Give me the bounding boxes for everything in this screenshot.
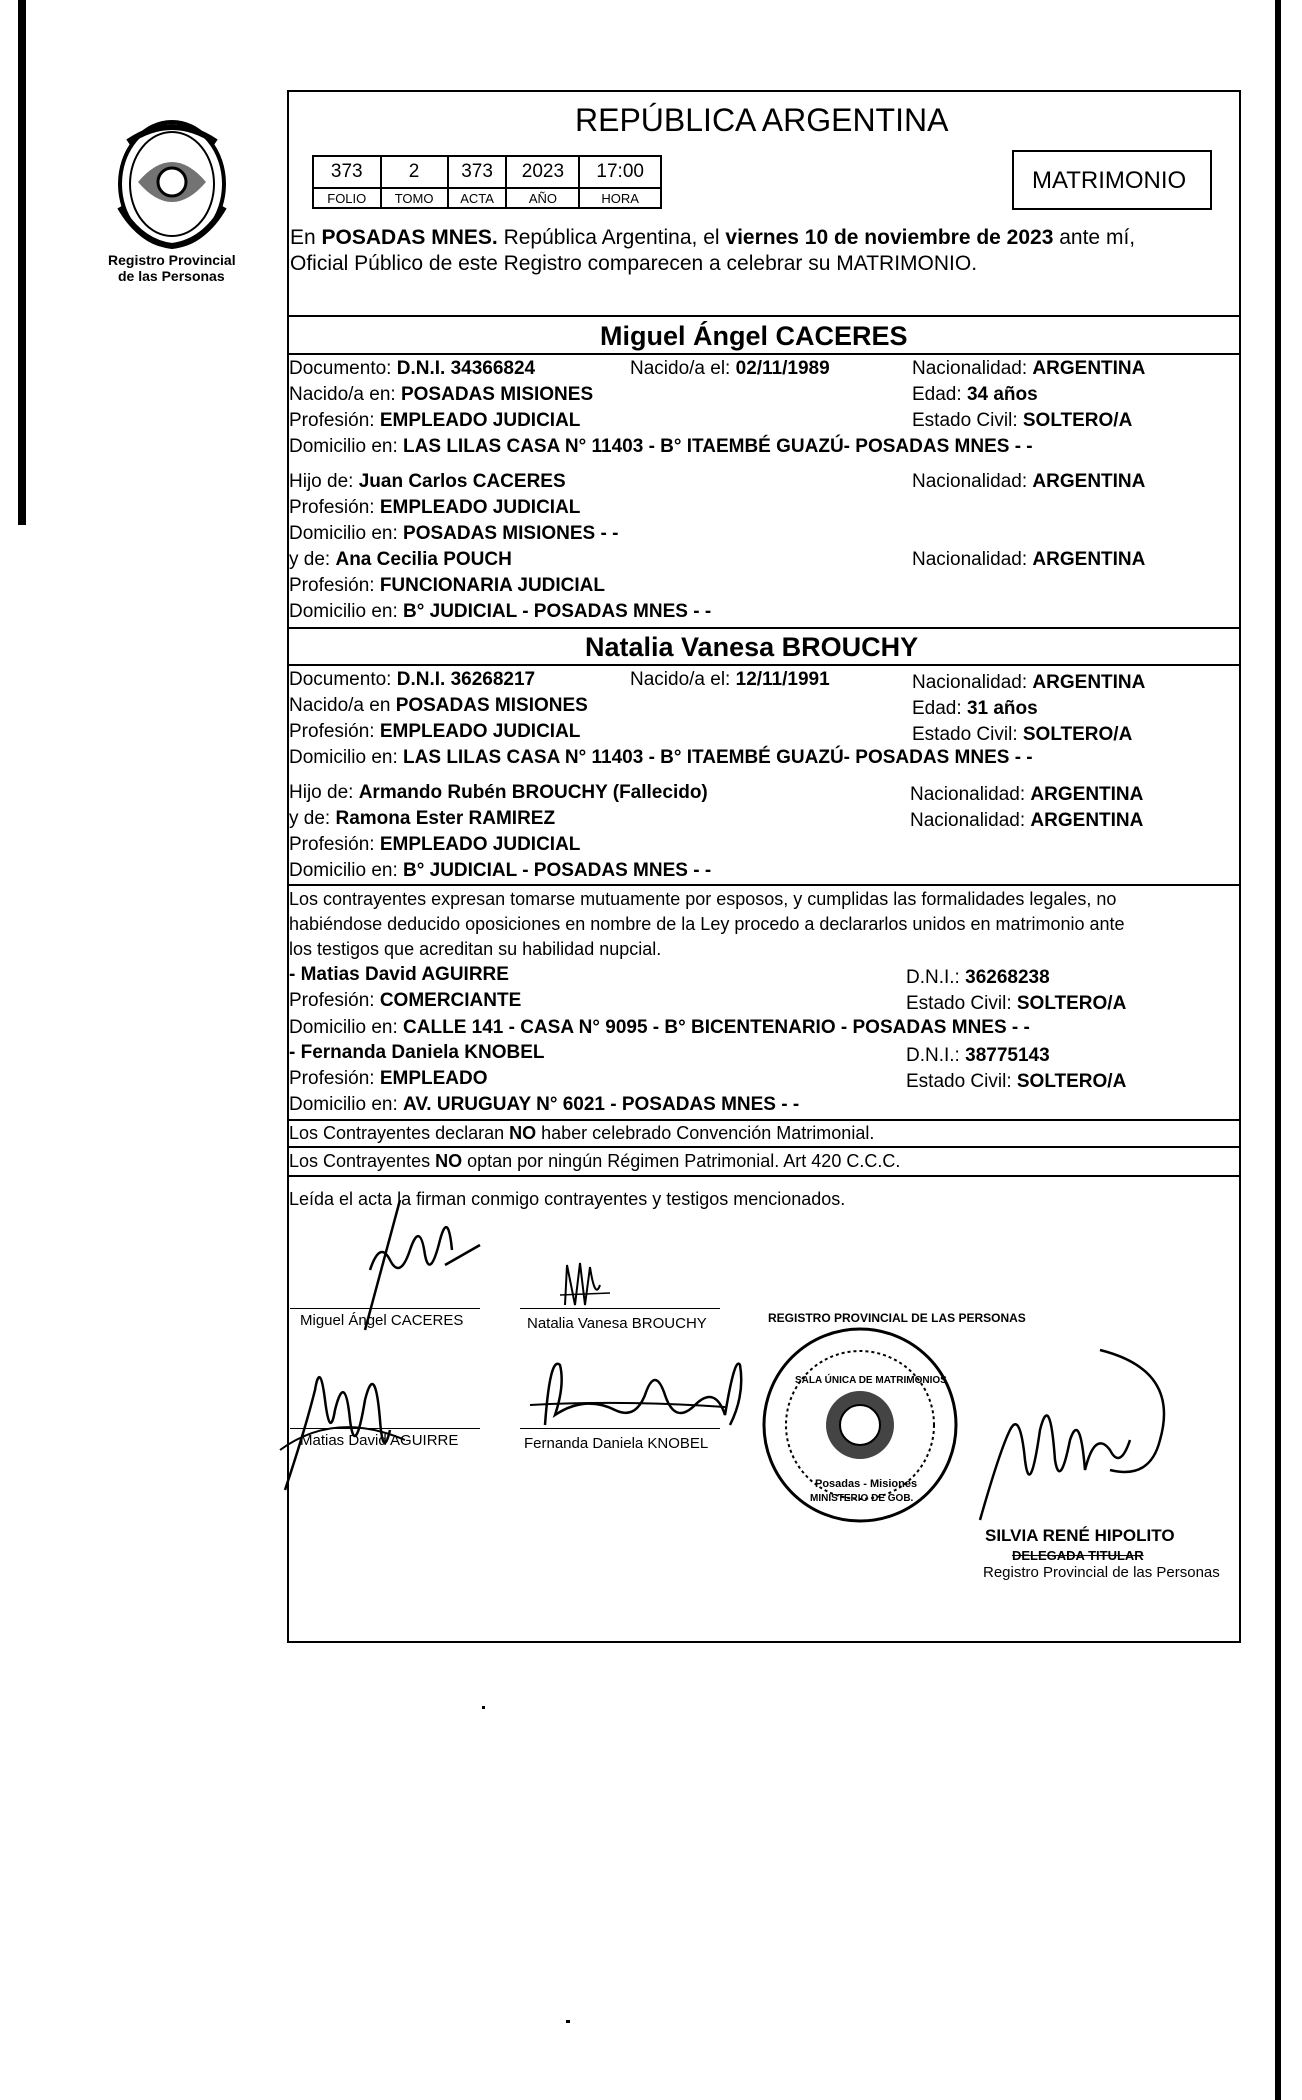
bride-birthplace: Nacido/a en POSADAS MISIONES <box>289 695 588 716</box>
officer-title: DELEGADA TITULAR <box>1012 1548 1144 1563</box>
officer-office: Registro Provincial de las Personas <box>983 1564 1220 1581</box>
bride-signature <box>555 1255 615 1315</box>
celebration-date: viernes 10 de noviembre de 2023 <box>725 226 1054 249</box>
folio-value: 373 <box>313 156 381 188</box>
stamp-inner-text: SALA ÚNICA DE MATRIMONIOS <box>795 1375 947 1386</box>
witness1-signature <box>275 1330 425 1500</box>
groom-profession: Profesión: EMPLEADO JUDICIAL <box>289 410 581 431</box>
stamp-ministry-text: MINISTERIO DE GOB. <box>810 1493 914 1504</box>
groom-birthplace: Nacido/a en: POSADAS MISIONES <box>289 384 594 405</box>
divider <box>287 664 1241 666</box>
bride-mother: y de: Ramona Ester RAMIREZ <box>289 808 556 829</box>
divider <box>287 315 1241 317</box>
divider <box>287 353 1241 355</box>
bride-profession: Profesión: EMPLEADO JUDICIAL <box>289 721 581 742</box>
groom-father-address: Domicilio en: POSADAS MISIONES - - <box>289 523 619 544</box>
groom-father: Hijo de: Juan Carlos CACERES <box>289 471 566 492</box>
registry-name-line1: Registro Provincial <box>108 252 236 268</box>
witness1-civil-status: Estado Civil: SOLTERO/A <box>906 993 1127 1014</box>
groom-signature-name: Miguel Ángel CACERES <box>300 1312 464 1329</box>
divider <box>287 627 1241 629</box>
stamp-bottom-text: Posadas - Misiones <box>815 1478 918 1490</box>
intro-line2: Oficial Público de este Registro comparecen a celebrar su MATRIMONIO. <box>290 252 978 275</box>
registry-logo <box>110 112 235 252</box>
witness2-profession: Profesión: EMPLEADO <box>289 1068 488 1089</box>
folio-table <box>312 155 662 209</box>
divider <box>287 1119 1241 1121</box>
witness2-signature <box>525 1335 755 1445</box>
groom-mother-nationality: Nacionalidad: ARGENTINA <box>912 549 1146 570</box>
bride-address: Domicilio en: LAS LILAS CASA N° 11403 - B° ITAEMBÉ GUAZÚ- POSADAS MNES - - <box>289 747 1033 768</box>
witness1-address: Domicilio en: CALLE 141 - CASA N° 9095 - B° BICENTENARIO - POSADAS MNES - - <box>289 1017 1030 1038</box>
provincial-seal-icon <box>110 112 235 252</box>
scan-edge-left <box>18 0 26 525</box>
groom-birthdate: Nacido/a el: 02/11/1989 <box>630 358 830 379</box>
divider <box>287 1146 1241 1148</box>
tomo-value: 2 <box>381 156 448 188</box>
witness2-dni: D.N.I.: 38775143 <box>906 1045 1050 1066</box>
acta-value: 373 <box>448 156 507 188</box>
witness2-civil-status: Estado Civil: SOLTERO/A <box>906 1071 1127 1092</box>
bride-mother-nationality: Nacionalidad: ARGENTINA <box>910 810 1144 831</box>
bride-civil-status: Estado Civil: SOLTERO/A <box>912 724 1133 745</box>
witness2-signature-name: Fernanda Daniela KNOBEL <box>524 1435 709 1452</box>
bride-parents-address: Domicilio en: B° JUDICIAL - POSADAS MNES - - <box>289 860 712 881</box>
bride-father-nationality: Nacionalidad: ARGENTINA <box>910 784 1144 805</box>
groom-civil-status: Estado Civil: SOLTERO/A <box>912 410 1133 431</box>
official-stamp <box>760 1311 1026 1525</box>
year-value: 2023 <box>506 156 579 188</box>
signature-line <box>520 1308 720 1309</box>
witness1-name: - Matias David AGUIRRE <box>289 964 509 985</box>
scan-speck <box>566 2020 570 2023</box>
bride-age: Edad: 31 años <box>912 698 1038 719</box>
groom-signature <box>330 1180 510 1340</box>
groom-mother-address: Domicilio en: B° JUDICIAL - POSADAS MNES - - <box>289 601 712 622</box>
regime-line2: Los Contrayentes NO optan por ningún Régimen Patrimonial. Art 420 C.C.C. <box>289 1151 901 1171</box>
witness2-name: - Fernanda Daniela KNOBEL <box>289 1042 545 1063</box>
intro-text: ante mí, <box>1053 226 1136 249</box>
intro-text: República Argentina, el <box>497 226 726 249</box>
scan-edge-right <box>1275 0 1281 2100</box>
hour-value: 17:00 <box>579 156 661 188</box>
celebration-place: POSADAS MNES. <box>321 226 498 249</box>
bride-birthdate: Nacido/a el: 12/11/1991 <box>630 669 830 690</box>
witness2-address: Domicilio en: AV. URUGUAY N° 6021 - POSADAS MNES - - <box>289 1094 800 1115</box>
stamp-outer-text: REGISTRO PROVINCIAL DE LAS PERSONAS <box>768 1311 1026 1325</box>
tomo-label: TOMO <box>381 188 448 208</box>
country-title: REPÚBLICA ARGENTINA <box>575 102 949 138</box>
intro-line1 <box>290 226 1135 250</box>
officer-signature <box>960 1330 1210 1530</box>
divider <box>287 884 1241 886</box>
witness1-dni: D.N.I.: 36268238 <box>906 967 1050 988</box>
bride-signature-name: Natalia Vanesa BROUCHY <box>527 1315 707 1332</box>
regime-line1: Los Contrayentes declaran NO haber celebrado Convención Matrimonial. <box>289 1123 875 1143</box>
groom-father-profession: Profesión: EMPLEADO JUDICIAL <box>289 497 581 518</box>
act-type-box <box>1012 150 1212 210</box>
groom-age: Edad: 34 años <box>912 384 1038 405</box>
scan-speck <box>482 1706 485 1709</box>
groom-address: Domicilio en: LAS LILAS CASA N° 11403 - B° ITAEMBÉ GUAZÚ- POSADAS MNES - - <box>289 436 1033 457</box>
declaration-line2: habiéndose deducido oposiciones en nombre de la Ley procedo a declararlos unidos en matrimonio ante <box>289 914 1125 934</box>
groom-mother: y de: Ana Cecilia POUCH <box>289 549 512 570</box>
folio-label: FOLIO <box>313 188 381 208</box>
witness1-signature-name: Matias David AGUIRRE <box>300 1432 459 1449</box>
intro-text: En <box>290 226 322 249</box>
hour-label: HORA <box>579 188 661 208</box>
groom-document: Documento: D.N.I. 34366824 <box>289 358 536 379</box>
bride-father: Hijo de: Armando Rubén BROUCHY (Fallecido) <box>289 782 708 803</box>
declaration-line1: Los contrayentes expresan tomarse mutuamente por esposos, y cumplidas las formalidades legales, no <box>289 889 1117 909</box>
closing-text: Leída el acta la firman conmigo contrayentes y testigos mencionados. <box>289 1189 846 1209</box>
bride-parents-profession: Profesión: EMPLEADO JUDICIAL <box>289 834 581 855</box>
witness1-profession: Profesión: COMERCIANTE <box>289 990 522 1011</box>
groom-mother-profession: Profesión: FUNCIONARIA JUDICIAL <box>289 575 606 596</box>
registry-name-line2: de las Personas <box>118 268 225 284</box>
groom-name: Miguel Ángel CACERES <box>600 321 908 351</box>
declaration-line3: los testigos que acreditan su habilidad nupcial. <box>289 939 662 959</box>
divider <box>287 1175 1241 1177</box>
officer-name: SILVIA RENÉ HIPOLITO <box>985 1526 1175 1545</box>
acta-label: ACTA <box>448 188 507 208</box>
bride-document: Documento: D.N.I. 36268217 <box>289 669 536 690</box>
bride-nationality: Nacionalidad: ARGENTINA <box>912 672 1146 693</box>
act-type: MATRIMONIO <box>1032 167 1187 194</box>
groom-nationality: Nacionalidad: ARGENTINA <box>912 358 1146 379</box>
groom-father-nationality: Nacionalidad: ARGENTINA <box>912 471 1146 492</box>
bride-name: Natalia Vanesa BROUCHY <box>585 632 919 662</box>
year-label: AÑO <box>506 188 579 208</box>
